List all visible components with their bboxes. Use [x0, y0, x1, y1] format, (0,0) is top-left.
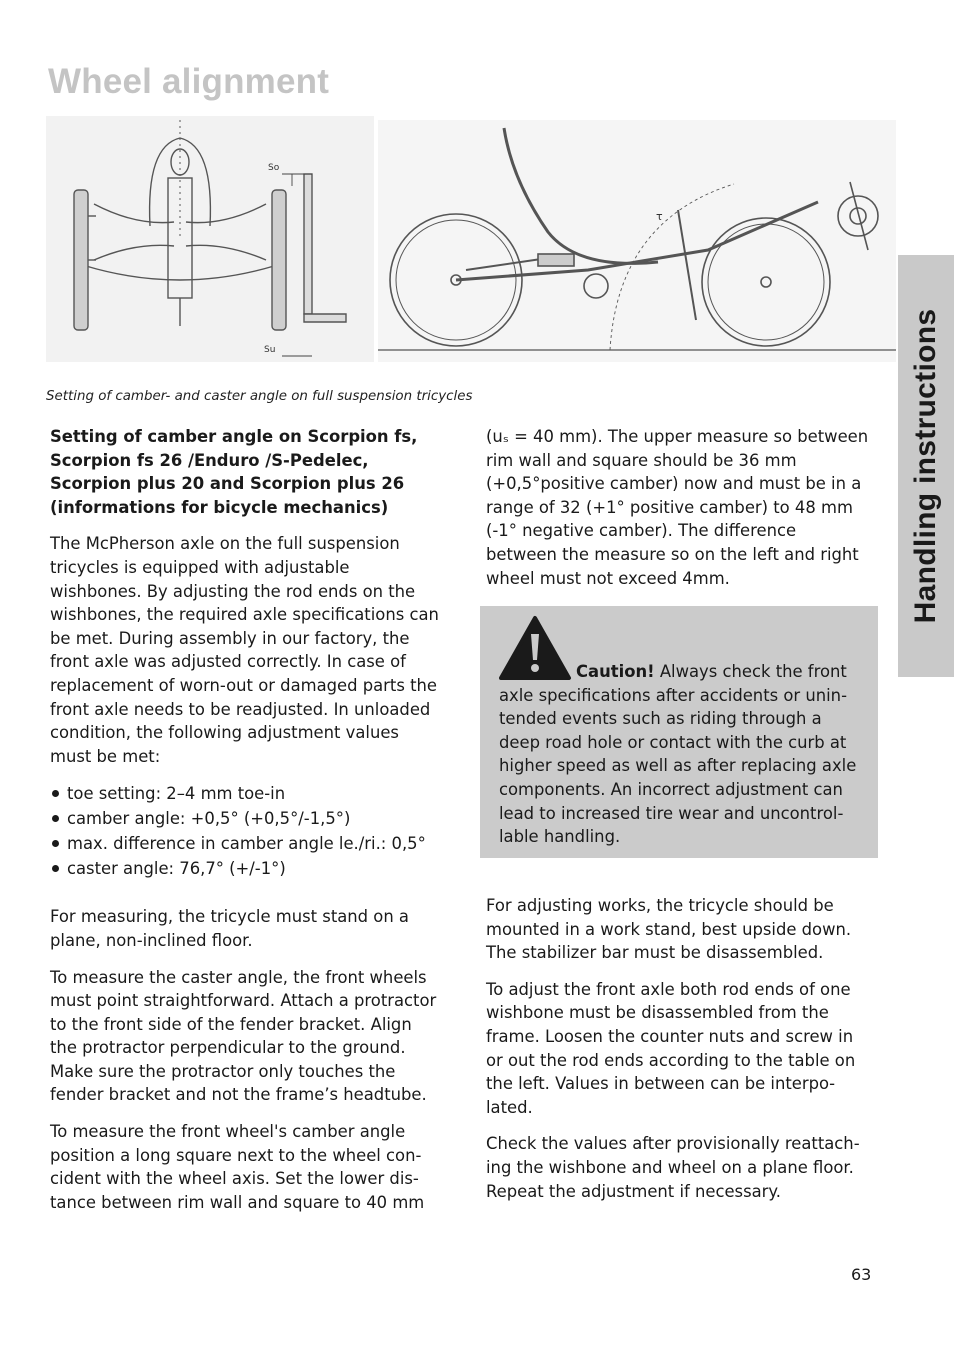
bullet-icon [52, 865, 59, 872]
list-item [50, 806, 440, 831]
caution-box [480, 606, 878, 858]
right-column [486, 425, 870, 603]
s-lower-label: Su [264, 345, 276, 355]
paragraph-caster-angle: To measure the caster angle, the front wheels must point straightforward. Attach a protractor to the front side of the fender bracket. Align the protractor perpendicular to the ground. Make sure the protractor only touches the fender bracket and not the frame’s headtube. [50, 967, 437, 1105]
paragraph-check-values: Check the values after provisionally reattaching the wishbone and wheel on a plane floor. Repeat the adjustment if necessary. [486, 1134, 860, 1201]
paragraph-measuring-floor: For measuring, the tricycle must stand on a plane, non-inclined floor. [50, 907, 409, 950]
paragraph-camber-measure: (uₛ = 40 mm). The upper measure so between rim wall and square should be 36 mm (+0,5°positive camber) now and must be in a range of 32 (+1° positive camber) to 48 mm (-1° negative camber). The difference between the measure so on the left and right wheel must not exceed 4mm. [486, 427, 869, 588]
list-item [50, 831, 440, 856]
side-view-illustration [378, 120, 896, 362]
paragraph-rod-ends: To adjust the front axle both rod ends of one wishbone must be disassembled from the frame. Loosen the counter nuts and screw in or out the rod ends according to the table on the left. Values in between can be interpolated. [486, 979, 856, 1117]
s-upper-label: So [268, 163, 280, 173]
left-column [50, 425, 440, 1227]
section-side-tab-label: Handling instructions [909, 308, 942, 624]
caution-label: Caution! [576, 662, 655, 681]
bullet-icon [52, 840, 59, 847]
page-title: Wheel alignment [48, 62, 330, 101]
list-item-text: max. difference in camber angle le./ri.: 0,5° [67, 834, 426, 854]
caution-body: Always check the front axle specifications after accidents or unintended events such as riding through a deep road hole or contact with the curb at higher speed as well as after replacing axle components. An incorrect adjustment can lead to increased tire wear and uncontrollable handling. [499, 662, 857, 847]
adjustment-values-list [50, 781, 440, 881]
bullet-icon [52, 790, 59, 797]
paragraph-mcpherson-axle: The McPherson axle on the full suspension tricycles is equipped with adjustable wishbones. By adjusting the rod ends on the wishbones, the required axle specifications can be met. During assembly in our factory, the front axle was adjusted correctly. In case of replacement of worn-out or damaged parts the front axle needs to be readjusted. In unloaded condition, the following adjustment values must be met: [50, 534, 439, 766]
figure-caption: Setting of camber- and caster angle on full suspension tricycles [46, 389, 473, 404]
caster-angle-label: τ [656, 210, 663, 223]
paragraph-work-stand: For adjusting works, the tricycle should be mounted in a work stand, best upside down. The stabilizer bar must be disassembled. [486, 896, 852, 963]
list-item-text: camber angle: +0,5° (+0,5°/-1,5°) [67, 809, 351, 829]
section-side-tab [898, 255, 954, 677]
page-number: 63 [851, 1265, 872, 1284]
paragraph-camber-angle: To measure the front wheel's camber angle position a long square next to the wheel concident with the wheel axis. Set the lower distance between rim wall and square to 40 mm [50, 1122, 425, 1212]
caution-text [499, 660, 863, 849]
list-item [50, 856, 440, 881]
right-column-lower [486, 894, 872, 1216]
front-view-illustration [46, 116, 374, 362]
section-heading: Setting of camber angle on Scorpion fs, Scorpion fs 26 /Enduro /S-Pedelec, Scorpion plus 20 and Scorpion plus 26 (informations for bicycle mechanics) [50, 427, 418, 517]
list-item [50, 781, 440, 806]
bullet-icon [52, 815, 59, 822]
list-item-text: caster angle: 76,7° (+/-1°) [67, 859, 286, 879]
list-item-text: toe setting: 2–4 mm toe-in [67, 784, 286, 804]
